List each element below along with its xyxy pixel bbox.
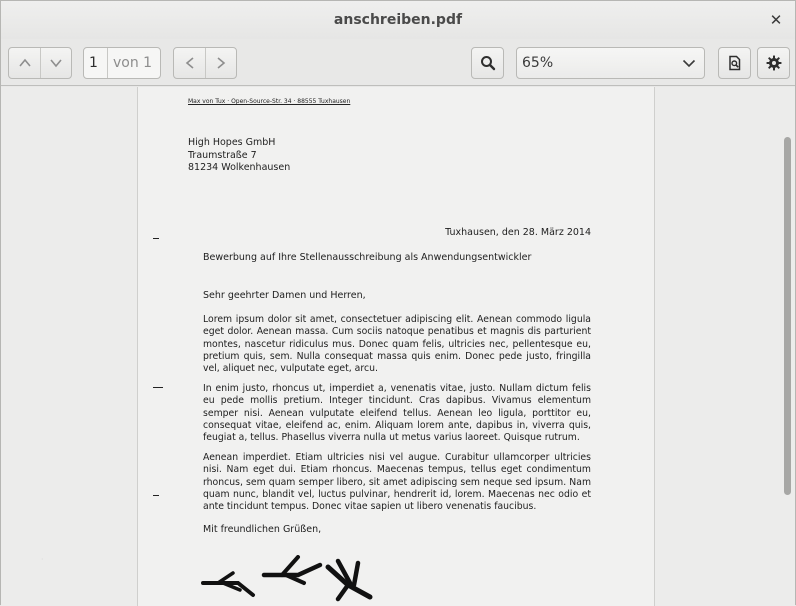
return-address: Max von Tux · Open-Source-Str. 34 · 88555 Tuxhausen bbox=[188, 98, 351, 105]
pdf-page bbox=[137, 87, 655, 606]
chevron-right-icon bbox=[214, 56, 228, 70]
chevron-down-icon bbox=[682, 56, 696, 70]
document-properties-button[interactable] bbox=[718, 47, 751, 79]
document-view[interactable] bbox=[1, 87, 795, 606]
fold-mark bbox=[153, 495, 159, 496]
letter-greeting: Sehr geehrter Damen und Herren, bbox=[203, 290, 366, 301]
page-navigation-group bbox=[8, 47, 72, 79]
settings-button[interactable] bbox=[757, 47, 790, 79]
recipient-line: High Hopes GmbH bbox=[188, 137, 276, 148]
previous-page-button[interactable] bbox=[9, 48, 40, 78]
page-count-label: von 1 bbox=[113, 55, 153, 71]
scrollbar-thumb[interactable] bbox=[784, 137, 791, 495]
zoom-select[interactable] bbox=[516, 47, 705, 79]
history-navigation-group bbox=[173, 47, 237, 79]
search-button[interactable] bbox=[471, 47, 504, 79]
vertical-scrollbar[interactable] bbox=[784, 87, 792, 606]
recipient-line: 81234 Wolkenhausen bbox=[188, 162, 291, 173]
body-paragraph: Aenean imperdiet. Etiam ultricies nisi vel augue. Curabitur ullamcorper ultricies nisi. Nam eget dui. Etiam rhoncus. Maecenas tempus, tellus eget condimentum rhoncus, sem quam semper libero, sit amet adipiscing sem neque sed ipsum. Nam quam nunc, blandit vel, luctus pulvinar, hendrerit id, lorem. Maecenas nec odio et ante tincidunt tempus. Donec vitae sapien ut libero venenatis faucibus. bbox=[203, 452, 591, 513]
window-title: anschreiben.pdf bbox=[333, 12, 463, 28]
current-page-input[interactable]: 1 bbox=[84, 48, 108, 78]
letter-subject: Bewerbung auf Ihre Stellenausschreibung als Anwendungsentwickler bbox=[203, 252, 532, 263]
signature-tux-footprints bbox=[198, 555, 378, 606]
letter-date: Tuxhausen, den 28. März 2014 bbox=[445, 227, 591, 238]
chevron-up-icon bbox=[18, 56, 32, 70]
back-button[interactable] bbox=[174, 48, 205, 78]
recipient-address bbox=[188, 137, 290, 175]
chevron-down-icon bbox=[49, 56, 63, 70]
toolbar bbox=[1, 39, 795, 86]
letter-closing: Mit freundlichen Grüßen, bbox=[203, 524, 322, 535]
faint-mark: · bbox=[41, 555, 44, 564]
zoom-value: 65% bbox=[522, 55, 554, 71]
title-bar[interactable] bbox=[1, 1, 795, 39]
body-paragraph: Lorem ipsum dolor sit amet, consectetuer adipiscing elit. Aenean commodo ligula eget dolor. Aenean massa. Cum sociis natoque penatibus et magnis dis parturient montes, nascetur ridiculus mus. Donec quam felis, ultricies nec, pellentesque eu, pretium quis, sem. Nulla consequat massa quis enim. Donec pede justo, fringilla vel, aliquet nec, vulputate eget, arcu. bbox=[203, 314, 591, 375]
next-page-button[interactable] bbox=[40, 48, 71, 78]
page-number-field[interactable] bbox=[83, 47, 161, 79]
body-paragraph: In enim justo, rhoncus ut, imperdiet a, venenatis vitae, justo. Nullam dictum felis eu pede mollis pretium. Integer tincidunt. Cras dapibus. Vivamus elementum semper nisi. Aenean vulputate eleifend tellus. Aenean leo ligula, porttitor eu, consequat vitae, eleifend ac, enim. Aliquam lorem ante, dapibus in, viverra quis, feugiat a, tellus. Phasellus viverra nulla ut metus varius laoreet. Quisque rutrum. bbox=[203, 383, 591, 444]
chevron-left-icon bbox=[183, 56, 197, 70]
hole-mark bbox=[153, 387, 163, 388]
document-search-icon bbox=[727, 55, 743, 71]
gear-icon bbox=[766, 55, 782, 71]
search-icon bbox=[480, 55, 496, 71]
recipient-line: Traumstraße 7 bbox=[188, 149, 257, 161]
close-button[interactable]: ✕ bbox=[769, 11, 783, 29]
forward-button[interactable] bbox=[205, 48, 236, 78]
fold-mark bbox=[153, 238, 159, 239]
